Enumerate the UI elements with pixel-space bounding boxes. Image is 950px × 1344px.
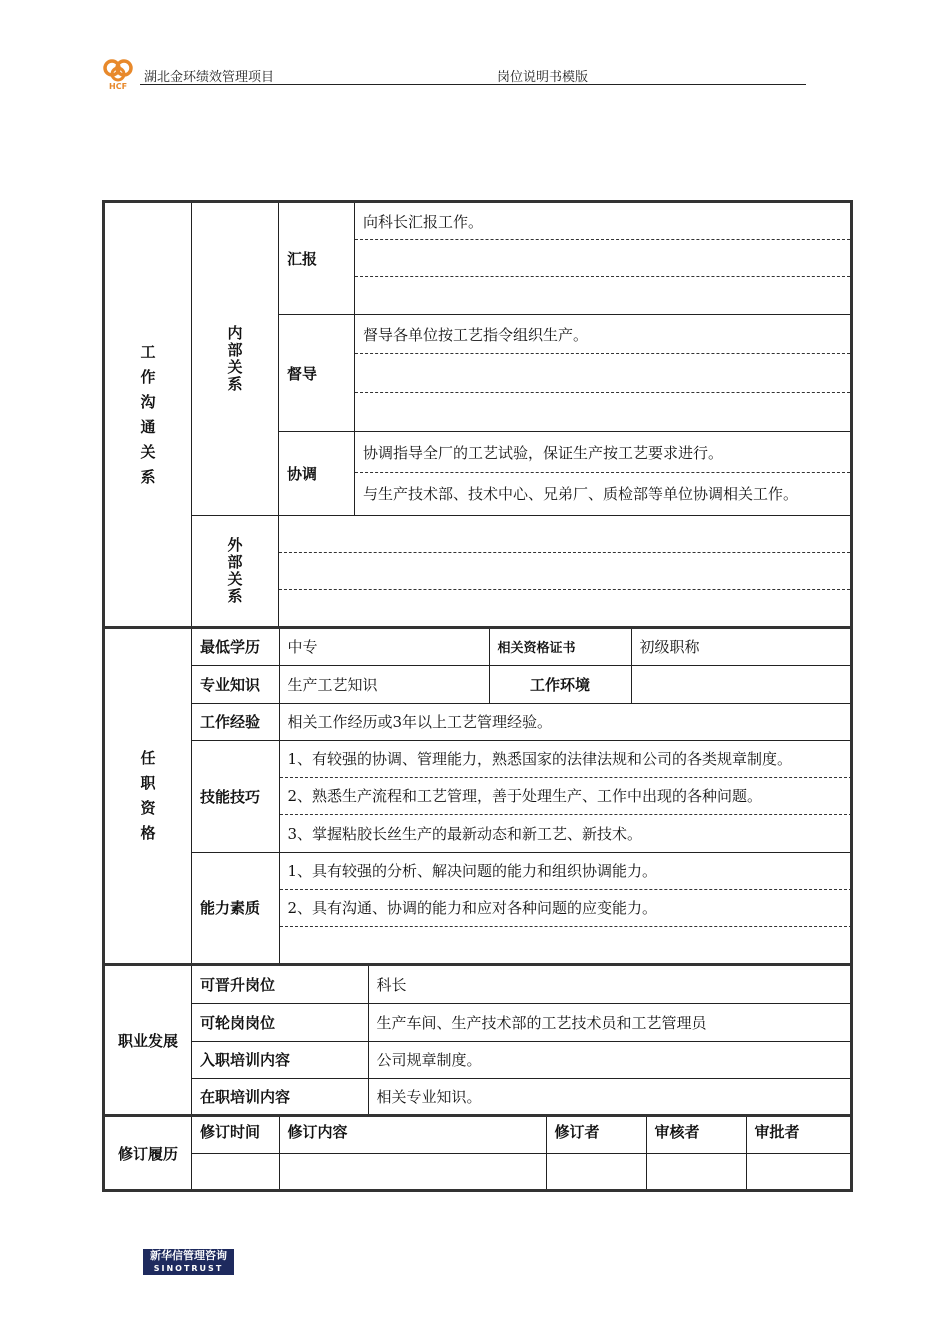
supervise-line: 督导各单位按工艺指令组织生产。	[355, 315, 850, 354]
career-block	[192, 965, 852, 1116]
footer-logo	[143, 1249, 234, 1275]
document-title: 岗位说明书模版	[497, 70, 589, 85]
reviser-header: 修订者	[546, 1117, 646, 1153]
revision-content-cell	[279, 1153, 546, 1189]
promotion-label: 可晋升岗位	[192, 966, 368, 1003]
external-line	[279, 590, 850, 626]
report-content	[355, 202, 852, 315]
environment-label: 工作环境	[489, 665, 631, 703]
reviewer-cell	[646, 1153, 746, 1189]
skill-item: 1、有较强的协调、管理能力，熟悉国家的法律法规和公司的各类规章制度。	[280, 741, 853, 778]
ability-item: 2、具有沟通、协调的能力和应对各种问题的应变能力。	[280, 890, 853, 927]
external-content	[279, 516, 852, 628]
onboarding-training-value: 公司规章制度。	[368, 1041, 852, 1078]
ability-content	[279, 852, 852, 963]
revision-time-cell	[192, 1153, 279, 1189]
footer-logo-en: SINOTRUST	[153, 1264, 224, 1273]
inservice-training-label: 在职培训内容	[192, 1078, 368, 1114]
approver-header: 审批者	[746, 1117, 852, 1153]
career-section-label: 职业发展	[104, 965, 192, 1116]
promotion-value: 科长	[368, 966, 852, 1003]
experience-value: 相关工作经历或3年以上工艺管理经验。	[279, 703, 852, 740]
footer-logo-cn: 新华信管理咨询	[150, 1249, 227, 1262]
external-line	[279, 516, 850, 553]
supervise-label: 督导	[279, 315, 355, 432]
environment-value	[631, 665, 852, 703]
internal-relations-label: 内 部 关 系	[192, 202, 279, 516]
header-rule	[140, 84, 806, 85]
logo-text: HCF	[109, 82, 128, 91]
rotation-value: 生产车间、生产技术部的工艺技术员和工艺管理员	[368, 1003, 852, 1041]
report-label: 汇报	[279, 202, 355, 315]
revision-block	[192, 1116, 852, 1191]
qualification-section-label: 任 职 资 格	[104, 628, 192, 965]
certificate-label: 相关资格证书	[489, 629, 631, 665]
supervise-line	[355, 393, 850, 430]
coordinate-line: 协调指导全厂的工艺试验，保证生产按工艺要求进行。	[355, 432, 850, 473]
project-name: 湖北金环绩效管理项目	[144, 70, 275, 85]
knowledge-label: 专业知识	[192, 665, 279, 703]
qualification-table	[192, 629, 852, 963]
report-line	[355, 277, 850, 314]
report-line	[355, 240, 850, 277]
supervise-line	[355, 354, 850, 393]
supervise-content	[355, 315, 852, 432]
skill-item: 2、熟悉生产流程和工艺管理，善于处理生产、工作中出现的各种问题。	[280, 778, 853, 815]
education-label: 最低学历	[192, 629, 279, 665]
education-value: 中专	[279, 629, 489, 665]
ability-item: 1、具有较强的分析、解决问题的能力和组织协调能力。	[280, 853, 853, 890]
rotation-label: 可轮岗岗位	[192, 1003, 368, 1041]
revision-time-header: 修订时间	[192, 1117, 279, 1153]
experience-label: 工作经验	[192, 703, 279, 740]
approver-cell	[746, 1153, 852, 1189]
certificate-value: 初级职称	[631, 629, 852, 665]
skills-content	[279, 740, 852, 852]
report-line: 向科长汇报工作。	[355, 203, 850, 240]
external-line	[279, 553, 850, 590]
qualification-block	[192, 628, 852, 965]
ability-item	[280, 927, 853, 962]
revision-content-header: 修订内容	[279, 1117, 546, 1153]
onboarding-training-label: 入职培训内容	[192, 1041, 368, 1078]
coordinate-line: 与生产技术部、技术中心、兄弟厂、质检部等单位协调相关工作。	[363, 485, 799, 503]
ability-label: 能力素质	[192, 852, 279, 963]
company-logo	[100, 56, 138, 92]
coordinate-content	[355, 432, 852, 516]
job-description-table	[102, 200, 853, 1192]
career-table	[192, 966, 852, 1114]
revision-table	[192, 1117, 852, 1189]
coordinate-label: 协调	[279, 432, 355, 516]
reviewer-header: 审核者	[646, 1117, 746, 1153]
skill-item: 3、掌握粘胶长丝生产的最新动态和新工艺、新技术。	[287, 824, 643, 843]
revision-section-label: 修订履历	[104, 1116, 192, 1191]
skills-label: 技能技巧	[192, 740, 279, 852]
knowledge-value: 生产工艺知识	[279, 665, 489, 703]
inservice-training-value: 相关专业知识。	[376, 1087, 482, 1106]
reviser-cell	[546, 1153, 646, 1189]
external-relations-label: 外 部 关 系	[192, 516, 279, 628]
communication-section-label: 工 作 沟 通 关 系	[104, 202, 192, 628]
